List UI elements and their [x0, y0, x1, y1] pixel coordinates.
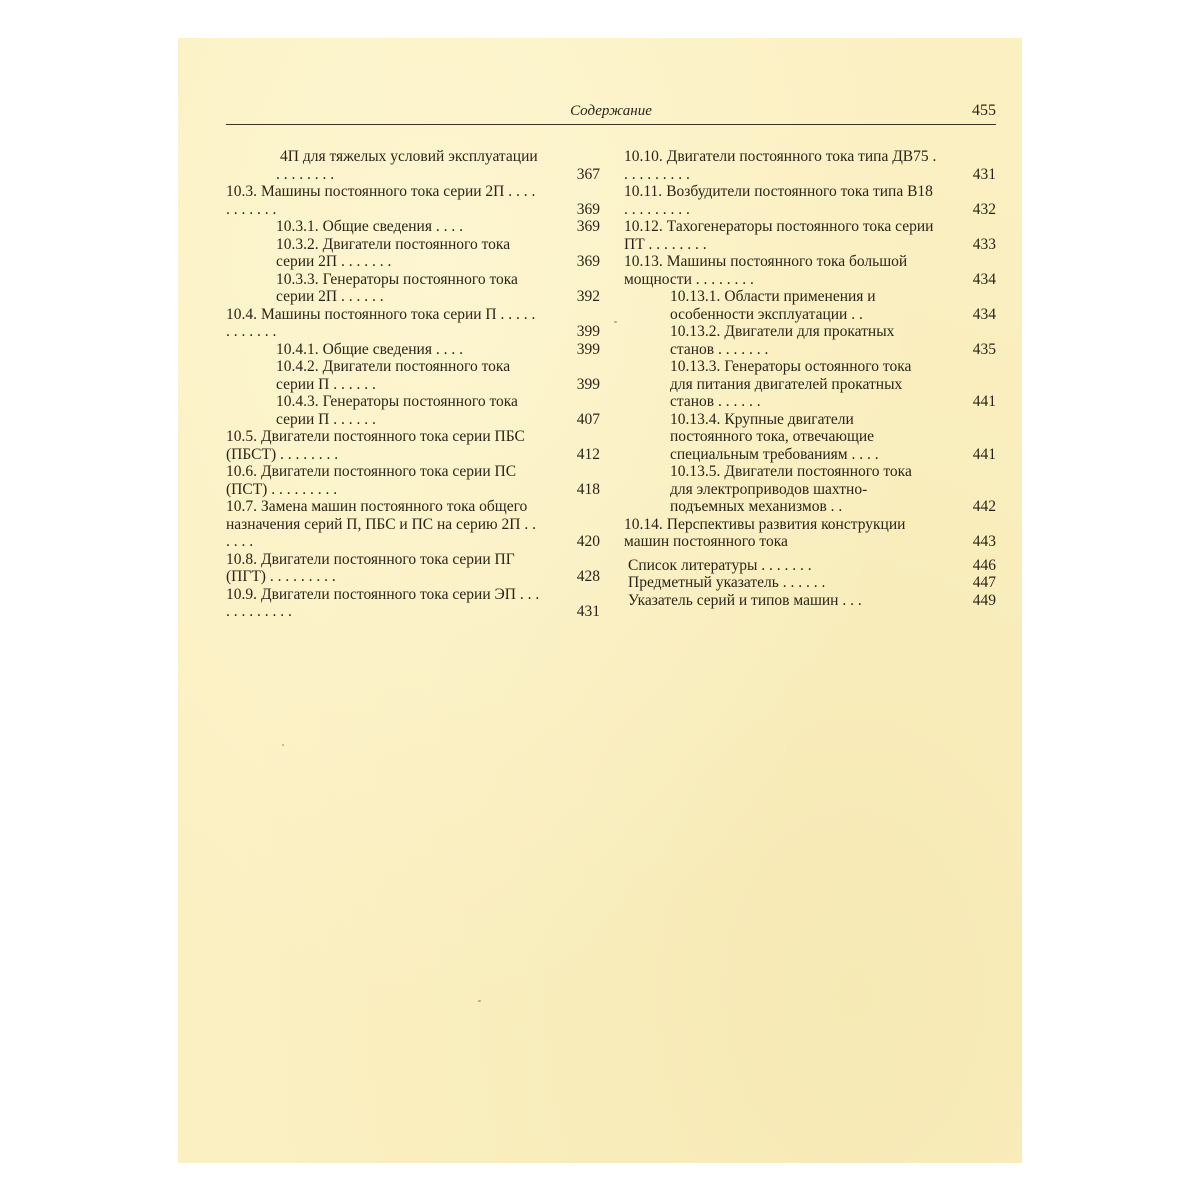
toc-entry-title: Тахогенераторы постоянного тока серии ПТ . . . . . . . .: [624, 218, 934, 253]
toc-entry: [624, 323, 996, 358]
toc-entry-page: 367: [576, 165, 600, 183]
toc-entry-page: 432: [972, 200, 996, 218]
toc-entry-title: Общие сведения . . . .: [322, 218, 463, 235]
toc-entry-number: 10.4.1.: [276, 340, 319, 358]
toc-right-column: [624, 148, 996, 609]
toc-entry-page: 446: [972, 556, 996, 574]
toc-entry-title: Области применения и особенности эксплуатации . .: [670, 288, 876, 323]
toc-entry-number: 10.5.: [226, 428, 257, 445]
toc-entry: [226, 306, 600, 341]
toc-entry-number: 10.12.: [624, 218, 663, 235]
toc-entry-page: 434: [972, 270, 996, 288]
toc-entry-page: 369: [576, 253, 600, 270]
page-number: 455: [972, 102, 996, 119]
toc-entry-number: 10.14.: [624, 515, 663, 533]
toc-entry-number: 10.4.2.: [276, 358, 319, 375]
toc-entry-title: Список литературы . . . . . . .: [628, 556, 812, 574]
toc-entry-number: 10.13.: [624, 253, 663, 270]
toc-entry-title: Машины постоянного тока серии П . . . . . . . . . . . .: [226, 305, 536, 340]
toc-entry-page: 407: [576, 410, 600, 428]
toc-entry: [624, 574, 996, 592]
toc-entry-title: Двигатели для прокатных станов . . . . . . .: [670, 323, 895, 358]
toc-entry-page: 449: [972, 591, 996, 609]
paper-speck: [614, 321, 617, 323]
toc-entry: [624, 183, 996, 218]
toc-entry-title: Крупные двигатели постоянного тока, отвечающие специальным требованиям . . . .: [670, 410, 879, 463]
toc-entry-page: 399: [576, 323, 600, 340]
toc-entry-number: 10.6.: [226, 463, 257, 480]
toc-entry-page: 418: [576, 480, 600, 498]
toc-entry-page: 441: [972, 445, 996, 463]
toc-entry: [226, 271, 600, 306]
toc-entry: [226, 586, 600, 621]
toc-entry: [624, 218, 996, 253]
toc-entry: [624, 516, 996, 551]
toc-entry-page: 420: [576, 533, 600, 550]
toc-entry-page: 428: [576, 568, 600, 585]
running-head: [226, 102, 996, 125]
toc-entry-number: 10.10.: [624, 148, 663, 165]
toc-entry-title: Общие сведения . . . .: [322, 340, 463, 358]
toc-entry-page: 435: [972, 340, 996, 358]
toc-entry: [226, 341, 600, 359]
toc-entry-page: 443: [972, 533, 996, 550]
toc-entry-title: Машины постоянного тока серии 2П . . . . . . . . . . .: [226, 183, 536, 218]
toc-entry: [226, 463, 600, 498]
toc-entry-title: Двигатели постоянного тока серии ЭП . . . . . . . . . . . .: [226, 585, 540, 620]
toc-entry: [226, 498, 600, 551]
toc-entry-number: 10.13.3.: [670, 358, 721, 375]
toc-entry: [624, 148, 996, 183]
toc-entry-number: 10.13.1.: [670, 288, 721, 305]
toc-entry-number: 10.8.: [226, 550, 257, 568]
toc-entry-number: 10.3.1.: [276, 218, 319, 235]
toc-entry: [226, 183, 600, 218]
toc-entry-number: 10.4.3.: [276, 393, 319, 410]
toc-entry: [226, 218, 600, 236]
toc-entry-title: 4П для тяжелых условий эксплуатации . . . . . . . .: [276, 148, 538, 183]
toc-entry-title: Двигатели постоянного тока для электроприводов шахтно-подъемных механизмов . .: [670, 463, 912, 515]
toc-entry: [226, 236, 600, 271]
toc-entry: [624, 411, 996, 464]
toc-entry-page: 431: [972, 165, 996, 183]
toc-entry-title: Генераторы постоянного тока серии 2П . . . . . .: [276, 270, 518, 305]
toc-entry-title: Возбудители постоянного тока типа В18 . . . . . . . . .: [624, 183, 933, 218]
toc-entry-number: 10.13.2.: [670, 323, 721, 340]
toc-entry: [226, 551, 600, 586]
toc-entry-page: 392: [576, 288, 600, 305]
toc-entry-page: 369: [576, 200, 600, 218]
toc-entry: [226, 428, 600, 463]
toc-entry-page: 447: [972, 574, 996, 591]
toc-entry-title: Двигатели постоянного тока серии 2П . . . . . . .: [276, 235, 511, 270]
toc-entry-page: 399: [576, 375, 600, 393]
toc-entry: [624, 253, 996, 288]
toc-entry: [624, 358, 996, 411]
toc-entry-title: Двигатели постоянного тока типа ДВ75 . . . . . . . . . .: [624, 148, 937, 183]
toc-entry-number: 10.3.: [226, 183, 257, 200]
toc-entry-title: Перспективы развития конструкции машин постоянного тока: [624, 515, 906, 550]
toc-entry-page: 434: [972, 305, 996, 323]
toc-entry-page: 433: [972, 235, 996, 253]
toc-entry-number: 10.13.5.: [670, 463, 721, 480]
toc-entry: [226, 393, 600, 428]
toc-entry: [226, 148, 600, 183]
toc-entry: [624, 592, 996, 610]
toc-entry-title: Генераторы постоянного тока серии П . . . . . .: [276, 393, 518, 428]
toc-entry: [226, 358, 600, 393]
toc-entry-page: 442: [972, 498, 996, 515]
toc-entry-number: 10.3.2.: [276, 235, 319, 253]
toc-entry-title: Замена машин постоянного тока общего назначения серий П, ПБС и ПС на серию 2П . . . . . .: [226, 498, 536, 550]
toc-entry-title: Генераторы остоянного тока для питания двигателей прокатных станов . . . . . .: [670, 358, 912, 410]
toc-entry-number: 10.7.: [226, 498, 257, 515]
toc-entry-title: Двигатели постоянного тока серии П . . . . . .: [276, 358, 511, 393]
toc-left-column: [226, 148, 600, 621]
book-page: [178, 38, 1022, 1163]
toc-entry-number: 10.3.3.: [276, 270, 319, 288]
toc-entry-title: Машины постоянного тока большой мощности . . . . . . . .: [624, 253, 908, 288]
toc-entry-title: Двигатели постоянного тока серии ПБС (ПБСТ) . . . . . . . .: [226, 428, 525, 463]
paper-speck: [478, 1000, 481, 1002]
toc-entry-page: 431: [576, 603, 600, 620]
toc-entry-number: 10.4.: [226, 305, 257, 323]
toc-entry: [624, 463, 996, 516]
toc-entry-number: 10.9.: [226, 585, 257, 603]
toc-entry-page: 441: [972, 393, 996, 410]
toc-entry-title: Указатель серий и типов машин . . .: [628, 591, 862, 609]
toc-entry-number: 10.11.: [624, 183, 663, 200]
toc-entry-title: Двигатели постоянного тока серии ПС (ПСТ) . . . . . . . . .: [226, 463, 517, 498]
toc-entry-number: 10.13.4.: [670, 410, 721, 428]
toc-entry-title: Предметный указатель . . . . . .: [628, 574, 826, 591]
paper-speck: [282, 744, 284, 746]
toc-entry-page: 399: [576, 340, 600, 358]
toc-entry: [624, 288, 996, 323]
running-head-title: Содержание: [570, 103, 652, 119]
toc-entry-title: Двигатели постоянного тока серии ПГ (ПГТ) . . . . . . . . .: [226, 550, 515, 585]
toc-entry-page: 369: [576, 218, 600, 235]
toc-entry-page: 412: [576, 445, 600, 463]
toc-entry: [624, 557, 996, 575]
